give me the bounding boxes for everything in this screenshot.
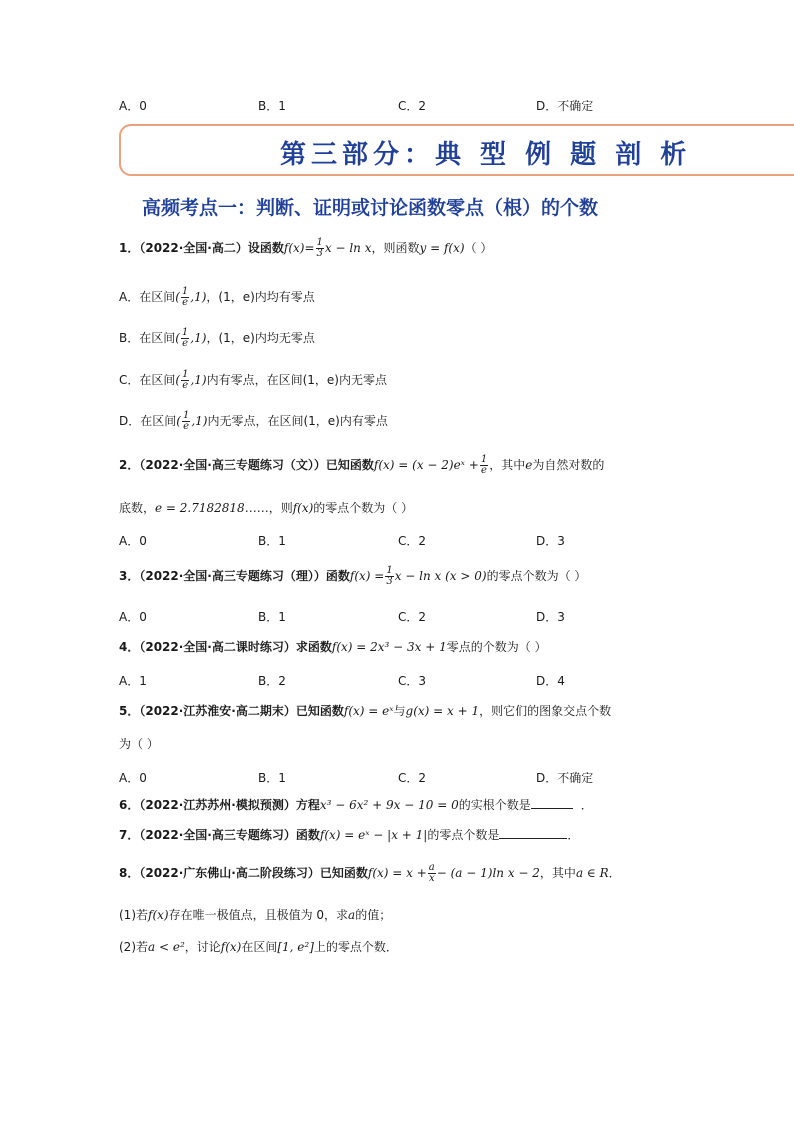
question-2-options: A．0 B．1 C．2 D．3	[119, 534, 565, 548]
question-5-stem-line2: 为（ ）	[119, 737, 159, 751]
option-c: C．2	[398, 99, 427, 113]
answer-blank[interactable]	[531, 797, 573, 809]
question-1-option-b: B．在区间( $\frac{1}{e}$ ,1)，(1，e)内均无零点	[119, 327, 315, 349]
question-1-option-a: A．在区间( $\frac{1}{e}$ ,1)，(1，e)内均有零点	[119, 286, 315, 308]
question-3-stem: 3．（2022·全国·高三专题练习（理））函数f(x) = $\frac{1}{3}$ x − ln x (x > 0)的零点个数为（ ）	[119, 565, 587, 587]
question-2-stem-line2: 底数，e = 2.7182818……，则f(x)的零点个数为（ ）	[119, 501, 414, 515]
question-5-options: A．0 B．1 C．2 D．不确定	[119, 771, 594, 785]
option-d: D．不确定	[536, 99, 594, 113]
answer-blank[interactable]	[499, 827, 567, 839]
question-8-part-2: (2)若a < e²，讨论f(x)在区间[1, e²]上的零点个数．	[119, 940, 398, 954]
question-6-stem: 6．（2022·江苏苏州·模拟预测）方程x³ − 6x² + 9x − 10 = 0的实根个数是 ．	[119, 798, 593, 812]
question-7-stem: 7．（2022·全国·高三专题练习）函数f(x) = eˣ − |x + 1|的零点个数是 ．	[119, 828, 580, 842]
section-title: 高频考点一：判断、证明或讨论函数零点（根）的个数	[142, 197, 599, 219]
question-8-stem: 8．（2022·广东佛山·高二阶段练习）已知函数f(x) = x + $\frac{a}{x}$ − (a − 1)ln x − 2，其中a ∈ R．	[119, 862, 621, 884]
question-1-option-c: C．在区间( $\frac{1}{e}$ ,1)内有零点，在区间(1，e)内无零点	[119, 369, 387, 391]
banner-title: 第三部分：典 型 例 题 剖 析	[280, 140, 692, 170]
question-2-stem: 2．（2022·全国·高三专题练习（文））已知函数f(x) = (x − 2)eˣ + $\frac{1}{e}$ ，其中e为自然对数的	[119, 454, 605, 476]
question-1-option-d: D．在区间( $\frac{1}{e}$ ,1)内无零点，在区间(1，e)内有零点	[119, 410, 388, 432]
question-4-options: A．1 B．2 C．3 D．4	[119, 674, 565, 688]
top-options	[119, 97, 679, 115]
question-3-options: A．0 B．1 C．2 D．3	[119, 610, 565, 624]
question-4-stem: 4．（2022·全国·高二课时练习）求函数f(x) = 2x³ − 3x + 1零点的个数为（ ）	[119, 640, 547, 654]
option-b: B．1	[258, 99, 286, 113]
question-8-part-1: (1)若f(x)存在唯一极值点，且极值为 0，求a的值；	[119, 908, 392, 922]
question-5-stem: 5．（2022·江苏淮安·高二期末）已知函数f(x) = eˣ与g(x) = x + 1，则它们的图象交点个数	[119, 704, 612, 718]
option-a: A．0	[119, 99, 147, 113]
question-1-stem: 1．（2022·全国·高二）设函数f(x)= $\frac{1}{3}$ x − ln x，则函数y = f(x)（ ）	[119, 237, 493, 259]
